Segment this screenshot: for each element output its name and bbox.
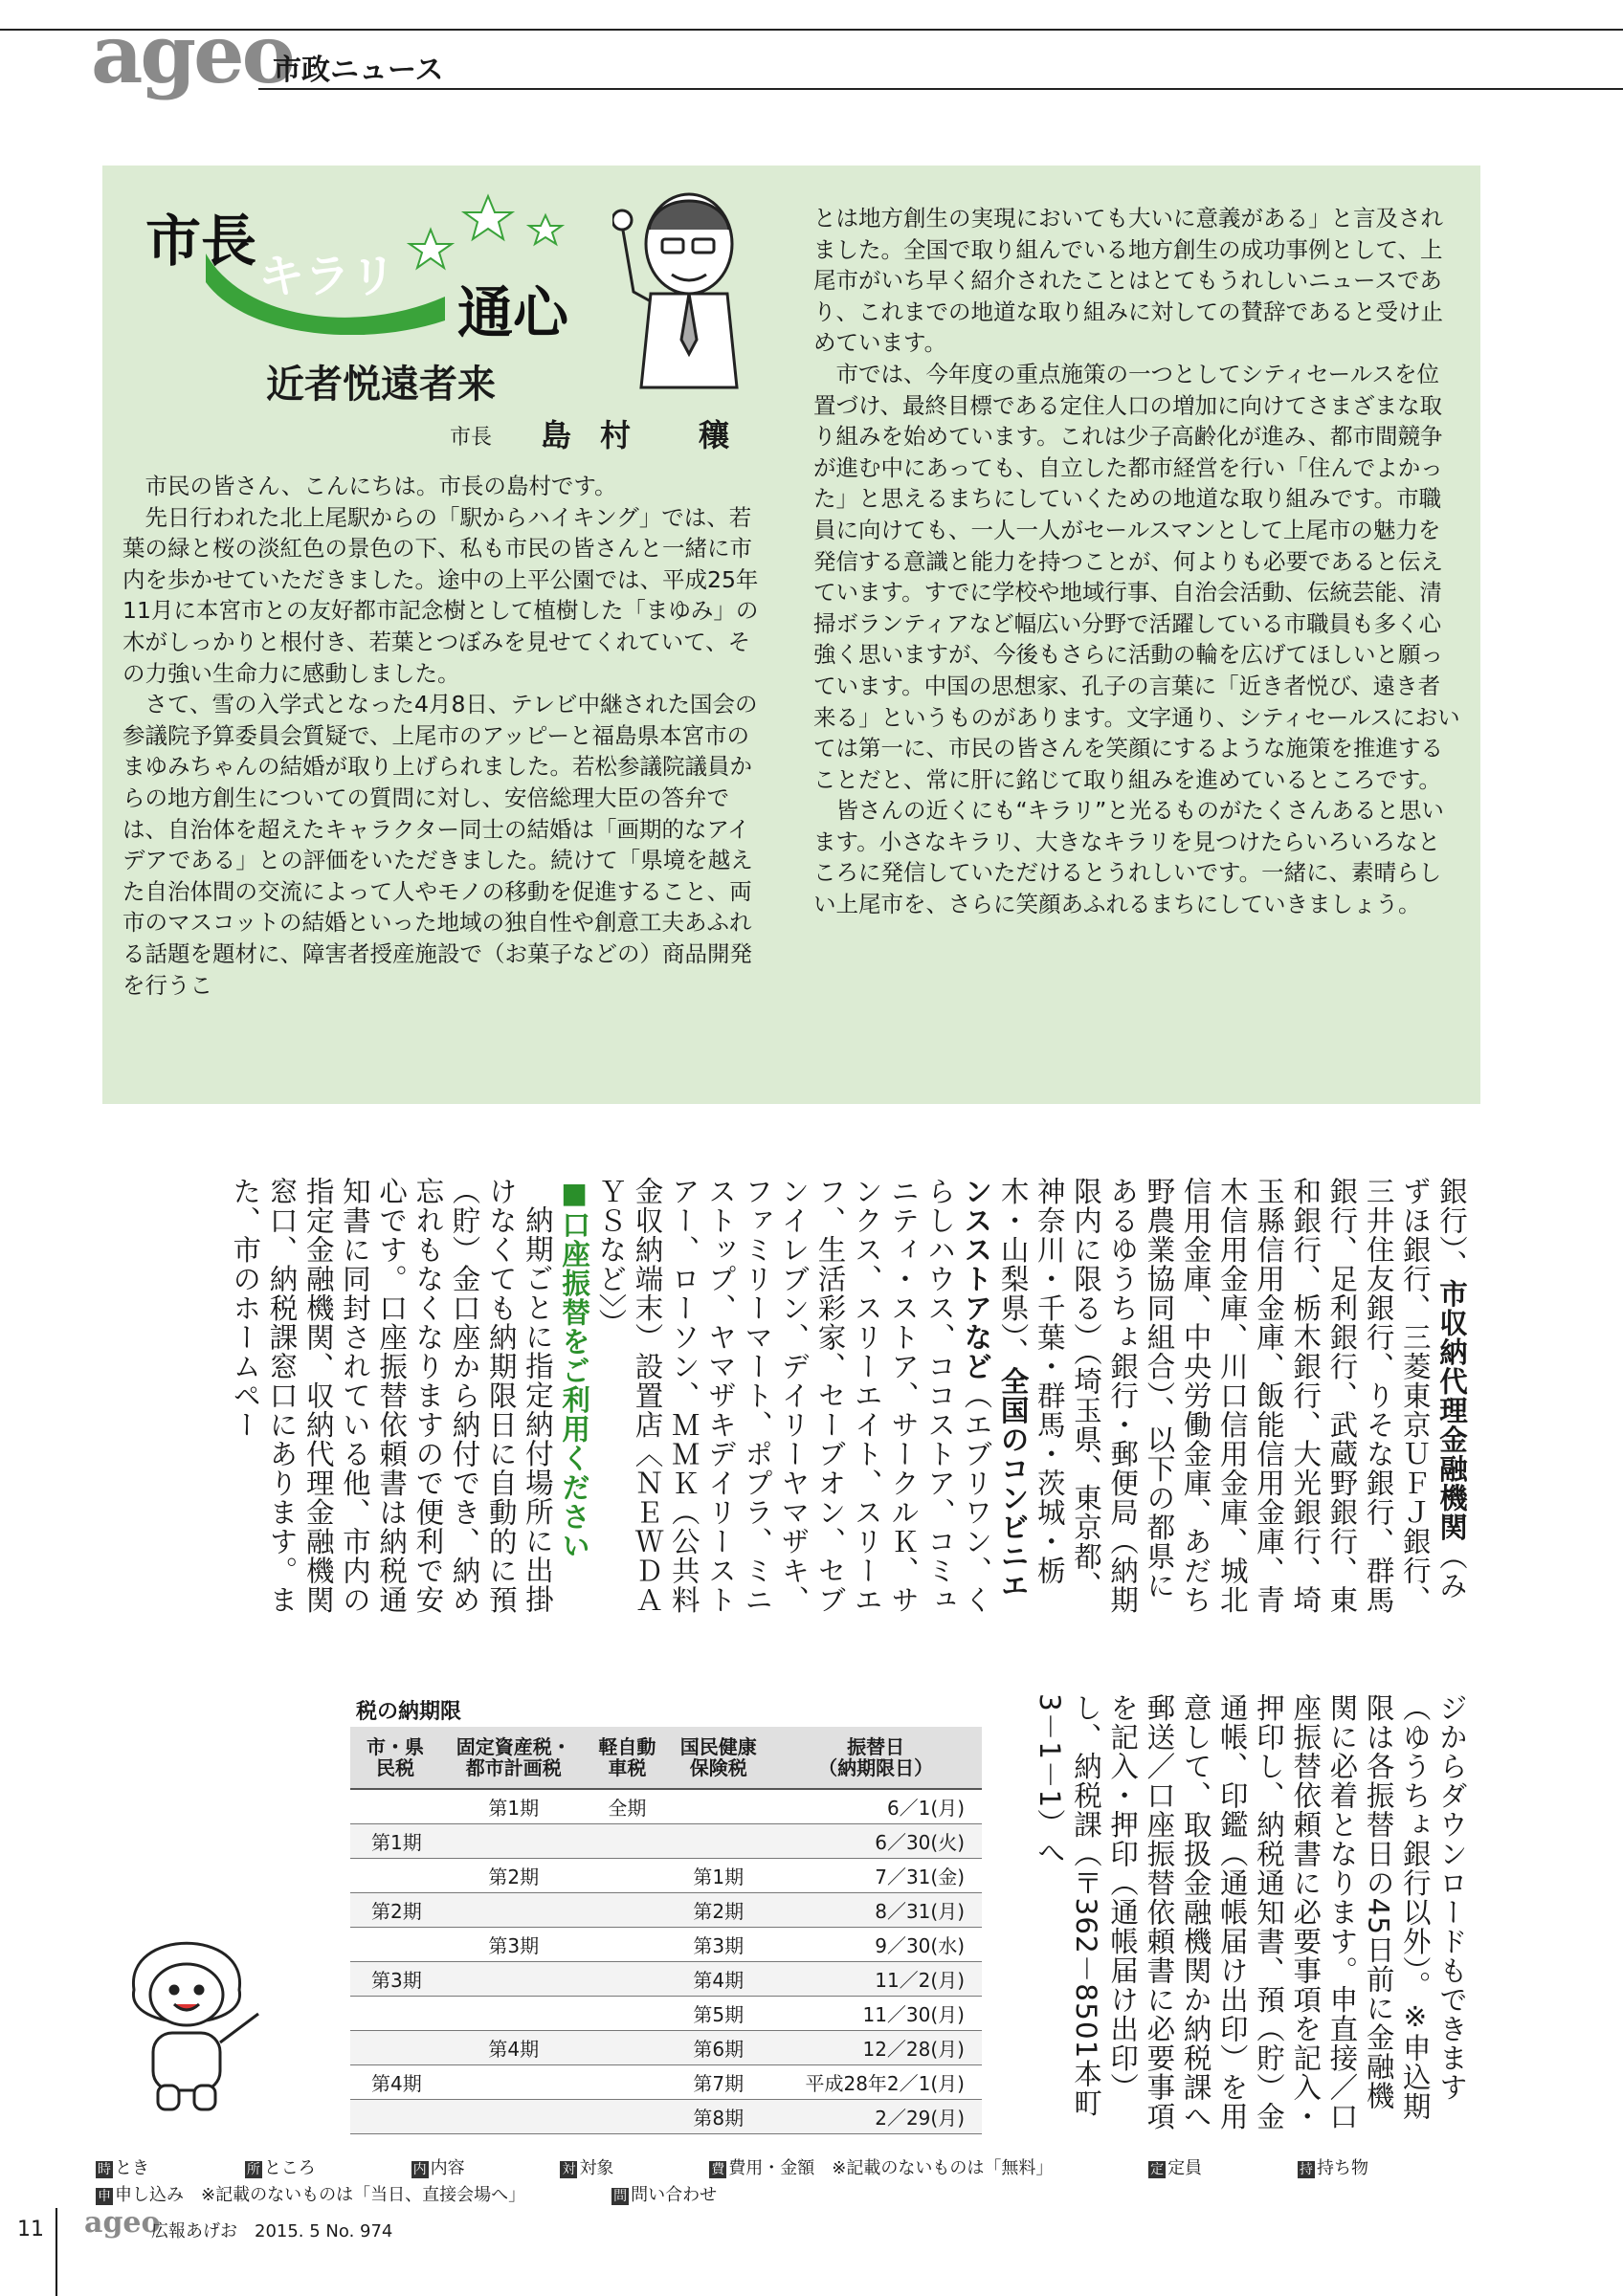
table-cell bbox=[350, 1859, 440, 1893]
table-row bbox=[350, 1824, 982, 1859]
table-cell: 第3期 bbox=[667, 1928, 769, 1962]
table-cell bbox=[440, 1962, 588, 1997]
payment-bold: 市収納代理金融機関 bbox=[1435, 1279, 1468, 1542]
table-cell: 8／31(月) bbox=[769, 1893, 982, 1928]
table-cell bbox=[588, 1824, 668, 1859]
table-cell bbox=[588, 1997, 668, 2031]
table-cell bbox=[588, 1859, 668, 1893]
table-cell: 第4期 bbox=[350, 2065, 440, 2100]
legend-label: ところ bbox=[263, 2158, 316, 2178]
page-number: 11 bbox=[17, 2218, 44, 2241]
legend-row bbox=[96, 2154, 1368, 2179]
table-cell: 全期 bbox=[588, 1789, 668, 1824]
table-cell bbox=[350, 2031, 440, 2065]
table-cell bbox=[588, 1893, 668, 1928]
column-category-line1: 市長 bbox=[145, 209, 257, 274]
table-cell: 第7期 bbox=[667, 2065, 769, 2100]
account-transfer-heading: ■口座振替をご利用ください bbox=[558, 1177, 591, 1560]
table-cell bbox=[440, 1824, 588, 1859]
table-cell bbox=[440, 1997, 588, 2031]
legend-badge-icon: 所 bbox=[246, 2162, 260, 2177]
table-cell: 第3期 bbox=[440, 1928, 588, 1962]
table-cell: 第6期 bbox=[667, 2031, 769, 2065]
table-row bbox=[350, 2065, 982, 2100]
legend-badge-icon: 持 bbox=[1299, 2162, 1313, 2177]
legend-item bbox=[411, 2154, 465, 2179]
legend-badge-icon: 申 bbox=[98, 2189, 111, 2204]
column-left-text bbox=[122, 471, 769, 1001]
payment-paragraph: 納期ごとに指定納付場所に出掛けなくても納期限日に自動的に預（貯）金口座から納付でき、納め忘れもなくなりますので便利で安心です。口座振替依頼書は納税通知書に同封されている他、市内の指定金融機関、収納代理金融機関窓口、納税課窓口にあります。また、市のホームペー bbox=[229, 1177, 554, 1615]
table-cell: 11／2(月) bbox=[769, 1962, 982, 1997]
table-cell: 9／30(水) bbox=[769, 1928, 982, 1962]
table-cell bbox=[667, 1824, 769, 1859]
table-cell bbox=[440, 2065, 588, 2100]
table-header-cell: 国民健康 保険税 bbox=[667, 1727, 769, 1789]
table-cell: 第1期 bbox=[440, 1789, 588, 1824]
column-paragraph: 皆さんの近くにも“キラリ”と光るものがたくさんあると思います。小さなキラリ、大きなキラリを見つけたらいろいろなところに発信していただけるとうれしいです。一緒に、素晴らしい上尾市を、さらに笑顔あふれるまちにしていきましょう。 bbox=[813, 797, 1444, 918]
table-cell: 2／29(月) bbox=[769, 2100, 982, 2134]
column-paragraph: 市民の皆さん、こんにちは。市長の島村です。 bbox=[145, 473, 617, 499]
legend-label: 内容 bbox=[430, 2158, 465, 2178]
payment-paragraph: ジからダウンロードもできます（ゆうちょ銀行以外）。※申込期限は各振替日の45日前に金融機関に必着となります。申直接／口座振替依頼書に必要事項を記入・押印し、納税通知書、預（貯）金通帳、印鑑（通帳届け出印）を用意して、取扱金融機関か納税課へ 郵送／口座振替依頼書に必要事項を記入・押印（通帳届け出印）し、納税課（〒362－8501本町3－1－1）へ bbox=[1033, 1693, 1468, 2160]
legend-label: とき bbox=[115, 2158, 149, 2178]
section-title: 市政ニュース bbox=[273, 54, 444, 87]
table-header-cell: 振替日 （納期限日） bbox=[769, 1727, 982, 1789]
table-cell bbox=[350, 2100, 440, 2134]
legend-badge-icon: 時 bbox=[98, 2162, 111, 2177]
legend-row bbox=[96, 2181, 717, 2206]
payment-info-text bbox=[88, 1177, 1470, 1628]
legend-label: 対象 bbox=[579, 2158, 614, 2178]
legend-label: 問い合わせ bbox=[631, 2185, 718, 2205]
legend-label: 持ち物 bbox=[1316, 2158, 1368, 2178]
table-cell bbox=[588, 2031, 668, 2065]
mayor-illustration bbox=[612, 187, 756, 407]
table-cell: 第5期 bbox=[667, 1997, 769, 2031]
legend-item bbox=[1298, 2154, 1368, 2179]
legend-label: 申し込み ※記載のないものは「当日、直接会場へ」 bbox=[115, 2185, 526, 2205]
legend-badge-icon: 問 bbox=[613, 2189, 628, 2204]
legend-item bbox=[709, 2154, 1053, 2179]
legend-item bbox=[245, 2154, 316, 2179]
table-row bbox=[350, 2100, 982, 2134]
table-cell bbox=[350, 1928, 440, 1962]
legend-item bbox=[96, 2154, 149, 2179]
table-cell: 第2期 bbox=[350, 1893, 440, 1928]
column-paragraph: とは地方創生の実現においても大いに意義がある」と言及されました。全国で取り組んでいる地方創生の成功事例として、上尾市がいち早く紹介されたことはとてもうれしいニュースであり、これまでの地道な取り組みに対しての賛辞であると受け止めています。 bbox=[813, 205, 1443, 357]
table-cell: 11／30(月) bbox=[769, 1997, 982, 2031]
tax-table-caption: 税の納期限 bbox=[356, 1700, 462, 1724]
table-cell: 第1期 bbox=[667, 1859, 769, 1893]
table-cell: 6／30(火) bbox=[769, 1824, 982, 1859]
table-cell bbox=[440, 2100, 588, 2134]
table-cell bbox=[350, 1789, 440, 1824]
table-cell: 7／31(金) bbox=[769, 1859, 982, 1893]
table-cell bbox=[588, 1962, 668, 1997]
legend-item bbox=[611, 2181, 717, 2206]
legend-label: 定員 bbox=[1167, 2158, 1203, 2178]
table-header-row bbox=[350, 1727, 982, 1789]
column-category-line3: 通心 bbox=[457, 280, 569, 345]
legend-badge-icon: 内 bbox=[412, 2162, 427, 2177]
table-cell bbox=[588, 2065, 668, 2100]
table-cell: 12／28(月) bbox=[769, 2031, 982, 2065]
legend-item bbox=[560, 2154, 613, 2179]
tax-deadline-table bbox=[350, 1727, 982, 2134]
ageo-logo: ageo bbox=[91, 7, 293, 101]
column-paragraph: さて、雪の入学式となった4月8日、テレビ中継された国会の参議院予算委員会質疑で、上尾市のアッピーと福島県本宮市のまゆみちゃんの結婚が取り上げられました。若松参議院議員からの地方創生についての質問に対し、安倍総理大臣の答弁では、自治体を超えたキャラクター同士の結婚は「画期的なアイデアである」との評価をいただきました。続けて「県境を越えた自治体間の交流によって人やモノの移動を促進すること、両市のマスコットの結婚といった地域の独自性や創意工夫あふれる話題を題材に、障害者授産施設で（お菓子などの）商品開発を行うこ bbox=[122, 691, 758, 999]
payment-paragraph: 銀行）、市収納代理金融機関（みずほ銀行、三菱東京ＵＦＪ銀行、三井住友銀行、りそな銀行、群馬銀行、足利銀行、武蔵野銀行、東和銀行、栃木銀行、大光銀行、埼玉縣信用金庫、飯能信用金庫、青木信用金庫、川口信用金庫、城北信用金庫、中央労働金庫、あだち野農業協同組合）、以下の都県にあるゆうちょ銀行・郵便局（納期限内に限る）（埼玉県、東京都、神奈川・千葉・群馬・茨城・栃木・山梨県）、全国のコンビニエンスストアなど（エブリワン、くらしハウス、ココストア、コミュニティ・ストア、サークルＫ、サンクス、スリーエイト、スリーエフ、生活彩家、セーブオン、セブンイレブン、デイリーヤマザキ、ファミリーマート、ポプラ、ミニストップ、ヤマザキデイリーストアー、ローソン、ＭＭＫ（公共料金収納端末）設置店〈ＮＥＷＤＡＹＳなど〉） bbox=[594, 1177, 1468, 1615]
author-name: 島村 穰 bbox=[541, 417, 759, 453]
legend-badge-icon: 定 bbox=[1150, 2162, 1165, 2177]
table-cell bbox=[588, 1928, 668, 1962]
table-cell: 第4期 bbox=[667, 1962, 769, 1997]
footer-ageo-logo: ageo bbox=[84, 2206, 161, 2240]
table-cell: 第2期 bbox=[440, 1859, 588, 1893]
table-header-cell: 固定資産税・ 都市計画税 bbox=[440, 1727, 588, 1789]
column-subtitle: 近者悦遠者来 bbox=[266, 363, 496, 407]
table-row bbox=[350, 1962, 982, 1997]
column-right-text bbox=[813, 203, 1460, 920]
table-header-cell: 軽自動 車税 bbox=[588, 1727, 668, 1789]
publication-info: 広報あげお 2015. 5 No. 974 bbox=[151, 2221, 393, 2241]
legend-item bbox=[96, 2181, 525, 2206]
table-cell: 第4期 bbox=[440, 2031, 588, 2065]
stars-icon bbox=[402, 191, 593, 277]
table-row bbox=[350, 1893, 982, 1928]
column-paragraph: 市では、今年度の重点施策の一つとしてシティセールスを位置づけ、最終目標である定住人口の増加に向けてさまざまな取り組みを始めています。これは少子高齢化が進み、都市間競争が進む中にあっても、自立した都市経営を行い「住んでよかった」と思えるまちにしていくための地道な取り組みです。市職員に向けても、一人一人がセールスマンとして上尾市の魅力を発信する意識と能力を持つことが、何よりも必要であると伝えています。すでに学校や地域行事、自治会活動、伝統芸能、清掃ボランティアなど幅広い分野で活躍している市職員も多く心強く思いますが、今後もさらに活動の輪を広げてほしいと願っています。中国の思想家、孔子の言葉に「近き者悦び、遠き者来る」というものがあります。文字通り、シティセールスにおいては第一に、市民の皆さんを笑顔にするような施策を推進することだと、常に肝に銘じて取り組みを進めているところです。 bbox=[813, 360, 1460, 793]
table-row bbox=[350, 1859, 982, 1893]
legend-badge-icon: 費 bbox=[711, 2162, 725, 2177]
legend-badge-icon: 対 bbox=[562, 2162, 576, 2177]
table-row bbox=[350, 1928, 982, 1962]
header-bottom-rule bbox=[258, 88, 1623, 90]
table-header-cell: 市・県 民税 bbox=[350, 1727, 440, 1789]
column-paragraph: 先日行われた北上尾駅からの「駅からハイキング」では、若葉の緑と桜の淡紅色の景色の下、私も市民の皆さんと一緒に市内を歩かせていただきました。途中の上平公園では、平成25年11月に本宮市との友好都市記念樹として植樹した「まゆみ」の木がしっかりと根付き、若葉とつぼみを見せてくれていて、その力強い生命力に感動しました。 bbox=[122, 503, 759, 687]
legend-label: 費用・金額 ※記載のないものは「無料」 bbox=[728, 2158, 1054, 2178]
legend-item bbox=[1148, 2154, 1202, 2179]
table-cell bbox=[440, 1893, 588, 1928]
table-row bbox=[350, 2031, 982, 2065]
table-cell bbox=[588, 2100, 668, 2134]
table-cell bbox=[350, 1997, 440, 2031]
table-cell: 6／1(月) bbox=[769, 1789, 982, 1824]
payment-info-text-continued bbox=[1002, 1693, 1470, 2160]
table-cell: 平成28年2／1(月) bbox=[769, 2065, 982, 2100]
table-row bbox=[350, 1789, 982, 1824]
author-role: 市長 bbox=[450, 426, 493, 450]
table-cell: 第8期 bbox=[667, 2100, 769, 2134]
table-cell: 第2期 bbox=[667, 1893, 769, 1928]
table-cell bbox=[667, 1789, 769, 1824]
column-category-line2: キラリ bbox=[258, 250, 397, 303]
table-cell: 第3期 bbox=[350, 1962, 440, 1997]
appy-mascot-illustration bbox=[105, 1899, 268, 2119]
payment-bold: 全国のコンビニエンスストアなど bbox=[960, 1177, 1030, 1601]
table-cell: 第1期 bbox=[350, 1824, 440, 1859]
table-row bbox=[350, 1997, 982, 2031]
footer-rule bbox=[56, 2208, 57, 2296]
